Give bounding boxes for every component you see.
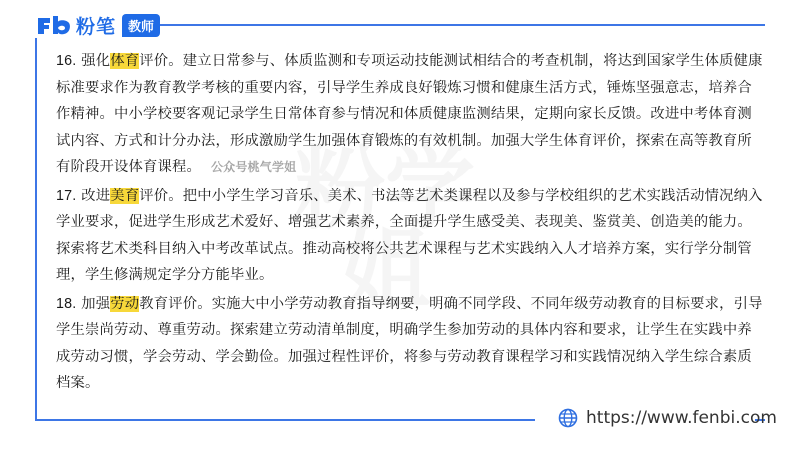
frame-bottom-line — [35, 419, 535, 421]
frame-left-line — [35, 38, 37, 420]
background-watermark: 粉学姐 — [295, 137, 475, 322]
document-body — [56, 48, 764, 397]
paragraph-lead: 加强 — [76, 295, 111, 312]
paragraph-number: 16. — [56, 53, 77, 69]
highlighted-term: 美育 — [110, 187, 140, 204]
paragraph-lead: 改进 — [76, 187, 111, 204]
highlighted-term: 体育 — [110, 53, 140, 69]
paragraph-18 — [56, 291, 764, 397]
footer-url[interactable]: https://www.fenbi.com — [586, 408, 777, 428]
globe-icon — [558, 408, 578, 428]
header-rule — [160, 24, 765, 26]
paragraph-17 — [56, 183, 764, 289]
watermark-note: 公众号桃气学姐 — [210, 160, 297, 174]
logo-badge: 教师 — [122, 14, 160, 37]
paragraph-text: 教育评价。实施大中小学劳动教育指导纲要，明确不同学段、不同年级劳动教育的目标要求，引导学生崇尚劳动、尊重劳动。探索建立劳动清单制度，明确学生参加劳动的具体内容和要求，让学生在实践中养成劳动习惯，学会劳动、学会勤俭。加强过程性评价，将参与劳动教育课程学习和实践情况纳入学生综合素质档案。 — [56, 295, 763, 391]
paragraph-lead: 强化 — [76, 53, 111, 69]
logo-text: 粉笔 — [76, 15, 117, 38]
paragraph-text: 评价。把中小学生学习音乐、美术、书法等艺术类课程以及参与学校组织的艺术实践活动情况纳入学业要求，促进学生形成艺术爱好、增强艺术素养，全面提升学生感受美、表现美、鉴赏美、创造美的能力。探索将艺术类科目纳入中考改革试点。推动高校将公共艺术课程与艺术实践纳入人才培养方案，实行学分制管理，学生修满规定学分方能毕业。 — [56, 187, 763, 283]
paragraph-number: 18. — [56, 295, 77, 312]
paragraph-number: 17. — [56, 187, 77, 204]
paragraph-16 — [56, 48, 764, 181]
highlighted-term: 劳动 — [110, 295, 140, 312]
paragraph-text: 评价。建立日常参与、体质监测和专项运动技能测试相结合的考查机制，将达到国家学生体质健康标准要求作为教育教学考核的重要内容，引导学生养成良好锻炼习惯和健康生活方式，锤炼坚强意志，培养合作精神。中小学校要客观记录学生日常体育参与情况和体质健康监测结果，定期向家长反馈。改进中考体育测试内容、方式和计分办法，形成激励学生加强体育锻炼的有效机制。加强大学生体育评价，探索在高等教育所有阶段开设体育课程。 — [56, 53, 763, 175]
footer-link[interactable] — [558, 408, 777, 428]
fenbi-logo — [36, 12, 160, 38]
fenbi-logo-mark-icon — [36, 14, 72, 36]
